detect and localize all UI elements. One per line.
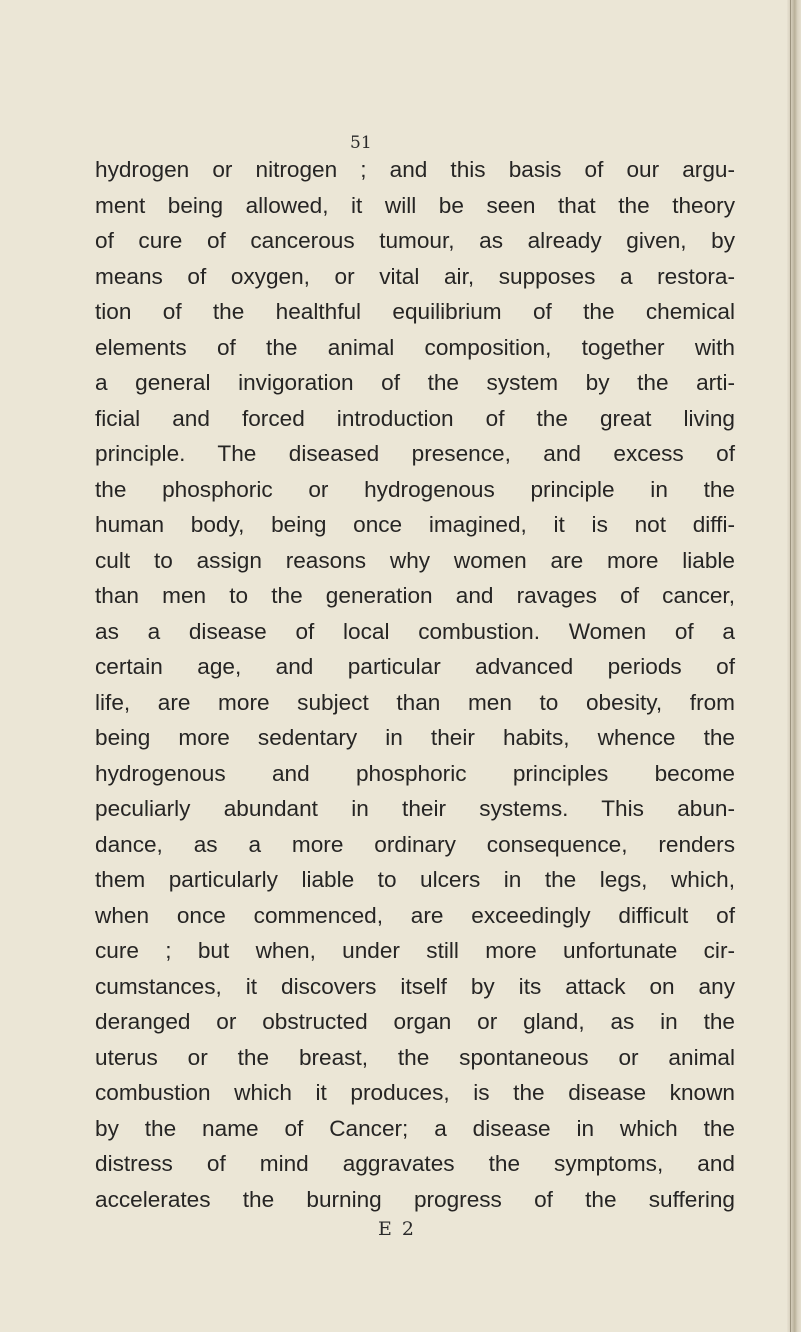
text-line: uterus or the breast, the spontaneous or animal [95,1044,735,1070]
text-line: tion of the healthful equilibrium of the chemical [95,299,735,324]
text-line: elements of the animal composition, together with [95,334,735,360]
text-line: certain age, and particular advanced periods of [95,654,735,679]
text-line: human body, being once imagined, it is not diffi- [95,512,735,537]
text-line: as a disease of local combustion. Women of a [95,618,735,644]
text-line: dance, as a more ordinary consequence, renders [95,831,735,857]
text-line: the phosphoric or hydrogenous principle in the [95,476,735,502]
text-line: combustion which it produces, is the disease known [95,1080,735,1105]
text-line: cumstances, it discovers itself by its attack on any [95,973,735,999]
text-line: ficial and forced introduction of the great living [95,405,735,431]
text-line: hydrogen or nitrogen ; and this basis of our argu- [95,157,735,182]
text-line: cult to assign reasons why women are more liable [95,547,735,573]
text-line: peculiarly abundant in their systems. This abun- [95,796,735,821]
page-number: 51 [350,133,372,153]
text-line: life, are more subject than men to obesity, from [95,689,735,715]
text-line: being more sedentary in their habits, whence the [95,725,735,750]
text-line: ment being allowed, it will be seen that the theory [95,192,735,218]
text-line: cure ; but when, under still more unfortunate cir- [95,938,735,963]
signature-mark: E 2 [378,1218,416,1240]
text-line: by the name of Cancer; a disease in which the [95,1115,735,1141]
text-line: than men to the generation and ravages of cancer, [95,583,735,608]
text-line: of cure of cancerous tumour, as already given, by [95,228,735,253]
text-line: them particularly liable to ulcers in the legs, which, [95,867,735,892]
page-edge-line [790,0,791,1332]
text-line: distress of mind aggravates the symptoms, and [95,1151,735,1176]
text-line: hydrogenous and phosphoric principles become [95,760,735,786]
text-line: principle. The diseased presence, and excess of [95,441,735,466]
text-line: a general invigoration of the system by the arti- [95,370,735,395]
text-line: accelerates the burning progress of the suffering [95,1186,735,1212]
text-line: deranged or obstructed organ or gland, as in the [95,1009,735,1034]
text-line: means of oxygen, or vital air, supposes a restora- [95,263,735,289]
body-text [95,152,735,1217]
text-line: when once commenced, are exceedingly difficult of [95,902,735,928]
